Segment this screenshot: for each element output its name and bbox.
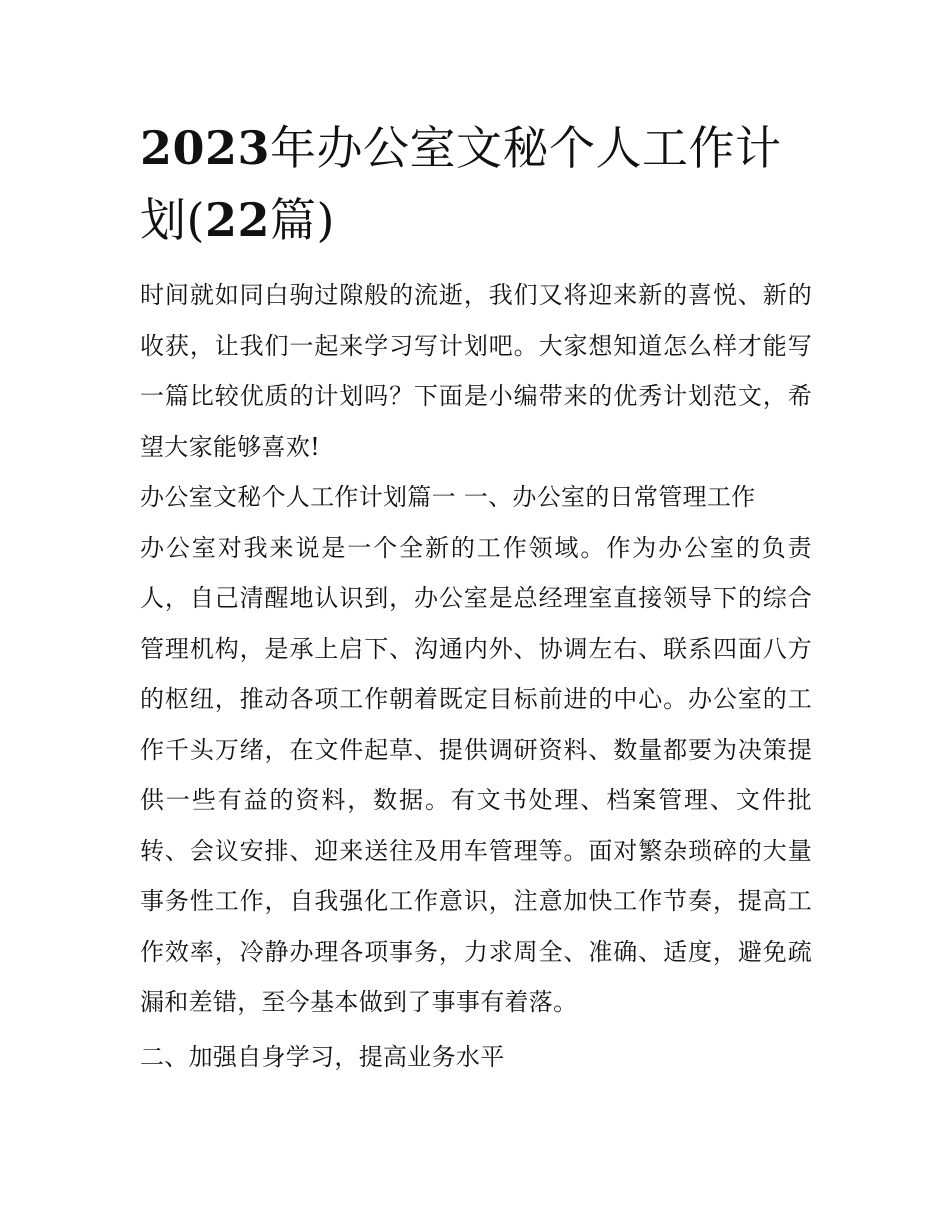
title-text-part2: 篇) bbox=[269, 193, 335, 247]
body-paragraph-daily-management: 办公室对我来说是一个全新的工作领域。作为办公室的负责人，自己清醒地认识到，办公室是总经理室直接领导下的综合管理机构，是承上启下、沟通内外、协调左右、联系四面八方的枢纽，推动各项工作朝着既定目标前进的中心。办公室的工作千头万绪，在文件起草、提供调研资料、数量都要为决策提供一些有益的资料，数据。有文书处理、档案管理、文件批转、会议安排、迎来送往及用车管理等。面对繁杂琐碎的大量事务性工作，自我强化工作意识，注意加快工作节奏，提高工作效率，冷静办理各项事务，力求周全、准确、适度，避免疏漏和差错，至今基本做到了事事有着落。 bbox=[140, 533, 812, 1016]
section-heading-part1: 办公室文秘个人工作计划篇一 一、办公室的日常管理工作 bbox=[140, 483, 756, 511]
intro-paragraph: 时间就如同白驹过隙般的流逝，我们又将迎来新的喜悦、新的收获，让我们一起来学习写计划吧。大家想知道怎么样才能写一篇比较优质的计划吗？下面是小编带来的优秀计划范文，希望大家能够喜欢! bbox=[140, 281, 812, 461]
title-count: 22 bbox=[204, 193, 270, 247]
title-year: 2023 bbox=[140, 121, 271, 175]
section-heading-part2: 二、加强自身学习，提高业务水平 bbox=[140, 1042, 505, 1071]
document-title bbox=[140, 112, 812, 256]
document-page bbox=[140, 112, 812, 1082]
title-text-part1: 年办公室文秘个人工作计划( bbox=[140, 121, 782, 247]
